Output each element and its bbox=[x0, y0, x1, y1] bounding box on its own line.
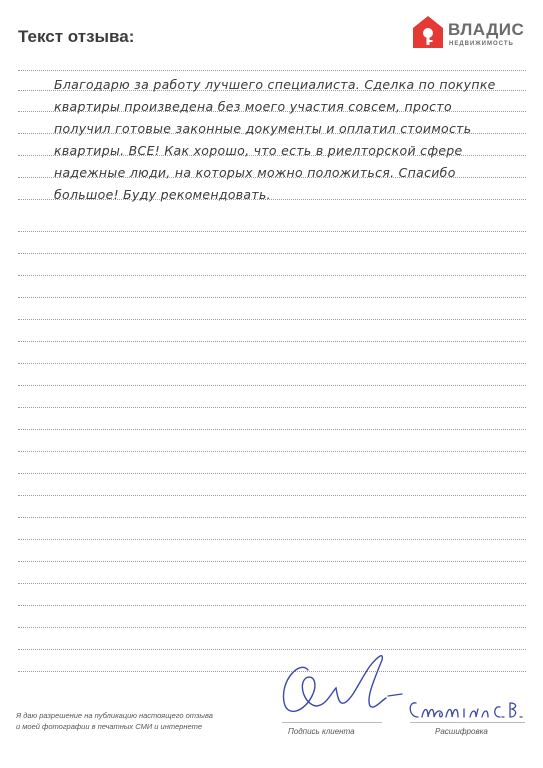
review-text bbox=[54, 74, 524, 206]
rule-line bbox=[18, 363, 526, 364]
signature-decoding bbox=[406, 695, 536, 725]
rule-line bbox=[18, 319, 526, 320]
review-line: надежные люди, на которых можно положиться. Спасибо bbox=[54, 165, 456, 180]
rule-line bbox=[18, 297, 526, 298]
client-signature bbox=[270, 640, 410, 725]
rule-line bbox=[18, 539, 526, 540]
rule-line bbox=[18, 561, 526, 562]
rule-line bbox=[18, 341, 526, 342]
rule-line bbox=[18, 253, 526, 254]
review-line: большое! Буду рекомендовать. bbox=[54, 187, 271, 202]
review-line: квартиры. ВСЕ! Как хорошо, что есть в риелторской сфере bbox=[54, 143, 463, 158]
rule-line bbox=[18, 407, 526, 408]
signature-label: Подпись клиента bbox=[288, 727, 355, 736]
rule-line bbox=[18, 275, 526, 276]
rule-line bbox=[18, 473, 526, 474]
rule-line bbox=[18, 517, 526, 518]
review-line: Благодарю за работу лучшего специалиста. Сделка по покупке bbox=[54, 77, 496, 92]
rule-line bbox=[18, 451, 526, 452]
rule-line bbox=[18, 429, 526, 430]
decoding-label: Расшифровка bbox=[435, 727, 488, 736]
consent-line: и моей фотографии в печатных СМИ и интернете bbox=[16, 722, 203, 731]
rule-line bbox=[18, 495, 526, 496]
rule-line bbox=[18, 605, 526, 606]
logo-subtitle: НЕДВИЖИМОСТЬ bbox=[449, 41, 514, 47]
rule-line bbox=[18, 70, 526, 71]
signature-underline bbox=[282, 722, 382, 723]
consent-line: Я даю разрешение на публикацию настоящего отзыва bbox=[16, 711, 213, 720]
review-line: квартиры произведена без моего участия совсем, просто bbox=[54, 99, 452, 114]
rule-line bbox=[18, 583, 526, 584]
review-line: получил готовые законные документы и оплатил стоимость bbox=[54, 121, 472, 136]
logo-name: ВЛАДИС bbox=[448, 20, 525, 39]
rule-line bbox=[18, 385, 526, 386]
rule-line bbox=[18, 231, 526, 232]
decoding-underline bbox=[410, 722, 525, 723]
page-title: Текст отзыва: bbox=[18, 27, 135, 46]
rule-line bbox=[18, 627, 526, 628]
publication-consent bbox=[16, 710, 266, 732]
